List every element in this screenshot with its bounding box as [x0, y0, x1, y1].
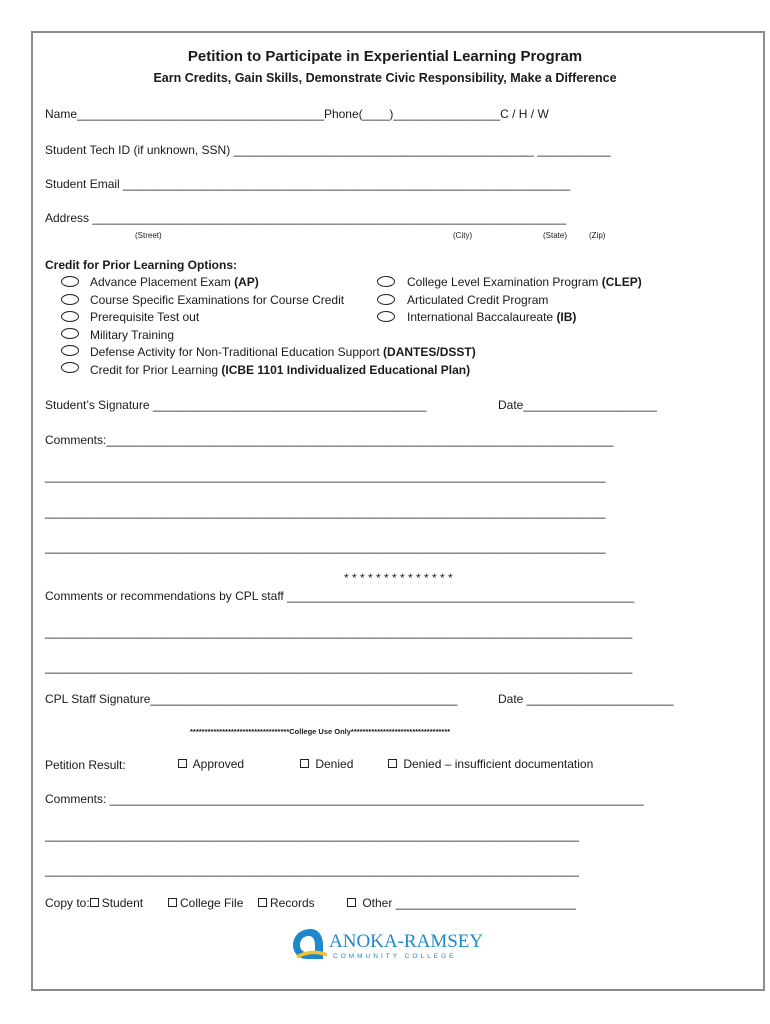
- address-state-caption: (State): [543, 231, 568, 240]
- staff-comments-line[interactable]: ________________________________________________________________________________________: [45, 625, 633, 639]
- tech-id-field[interactable]: Student Tech ID (if unknown, SSN) _____________________________________________ ___________: [45, 143, 611, 157]
- checkbox-icon[interactable]: [347, 898, 356, 907]
- copy-to-row: [45, 896, 143, 910]
- staff-date-field[interactable]: Date ______________________: [498, 692, 674, 706]
- result-denied-insufficient-option[interactable]: Denied – insufficient documentation: [388, 757, 593, 771]
- copy-college-file-option[interactable]: College File: [168, 896, 243, 910]
- option-label-icbe: Credit for Prior Learning (ICBE 1101 Individualized Educational Plan): [90, 363, 471, 377]
- comments-field[interactable]: Comments:____________________________________________________________________________: [45, 433, 614, 447]
- staff-comments-field[interactable]: Comments or recommendations by CPL staff ____________________________________________________: [45, 589, 635, 603]
- section-separator-stars: * * * * * * * * * * * * * *: [344, 571, 453, 585]
- result-denied-option[interactable]: Denied: [300, 757, 353, 771]
- checkbox-icon[interactable]: [90, 898, 99, 907]
- copy-student-label: Student: [101, 896, 144, 910]
- option-label-dantes: Defense Activity for Non-Traditional Education Support (DANTES/DSST): [90, 345, 476, 359]
- copy-records-option[interactable]: Records: [258, 896, 315, 910]
- option-radio-clep[interactable]: [377, 276, 395, 287]
- options-heading: Credit for Prior Learning Options:: [45, 258, 238, 272]
- petition-result-label: Petition Result:: [45, 758, 126, 772]
- option-label-course-exam: Course Specific Examinations for Course Credit: [90, 293, 345, 307]
- address-city-caption: (City): [453, 231, 473, 240]
- option-radio-ib[interactable]: [377, 311, 395, 322]
- college-logo: [293, 925, 483, 968]
- college-logo-mark: [293, 925, 483, 965]
- option-label-ap: Advance Placement Exam (AP): [90, 275, 259, 289]
- option-radio-military[interactable]: [61, 328, 79, 339]
- address-street-caption: (Street): [135, 231, 162, 240]
- staff-comments-line[interactable]: ________________________________________________________________________________________: [45, 660, 633, 674]
- address-field[interactable]: Address _______________________________________________________________________: [45, 211, 567, 225]
- comments-line[interactable]: ____________________________________________________________________________________: [45, 540, 606, 554]
- option-radio-icbe[interactable]: [61, 362, 79, 373]
- checkbox-icon[interactable]: [388, 759, 397, 768]
- option-label-prereq: Prerequisite Test out: [90, 310, 200, 324]
- checkbox-icon[interactable]: [300, 759, 309, 768]
- student-signature-field[interactable]: Student’s Signature _________________________________________: [45, 398, 427, 412]
- college-comments-line[interactable]: ________________________________________________________________________________: [45, 863, 579, 877]
- option-label-military: Military Training: [90, 328, 175, 342]
- name-phone-field[interactable]: Name_____________________________________Phone(____)________________C / H / W: [45, 107, 549, 121]
- checkbox-icon[interactable]: [178, 759, 187, 768]
- copy-other-option[interactable]: Other ___________________________: [347, 896, 576, 910]
- option-radio-dantes[interactable]: [61, 345, 79, 356]
- college-comments-field[interactable]: Comments: ________________________________________________________________________________: [45, 792, 644, 806]
- checkbox-icon[interactable]: [258, 898, 267, 907]
- staff-signature-field[interactable]: CPL Staff Signature______________________________________________: [45, 692, 458, 706]
- address-zip-caption: (Zip): [589, 231, 606, 240]
- checkbox-icon[interactable]: [168, 898, 177, 907]
- option-radio-prereq[interactable]: [61, 311, 79, 322]
- form-title: Petition to Participate in Experiential Learning Program: [187, 48, 583, 65]
- option-label-ib: International Baccalaureate (IB): [407, 310, 577, 324]
- college-comments-line[interactable]: ________________________________________________________________________________: [45, 828, 579, 842]
- option-label-clep: College Level Examination Program (CLEP): [407, 275, 642, 289]
- college-use-banner: **********************************College Use Only**********************************: [190, 727, 451, 736]
- option-radio-ap[interactable]: [61, 276, 79, 287]
- form-subtitle: Earn Credits, Gain Skills, Demonstrate Civic Responsibility, Make a Difference: [153, 71, 617, 85]
- student-date-field[interactable]: Date____________________: [498, 398, 657, 412]
- copy-to-label: Copy to:: [45, 896, 90, 910]
- comments-line[interactable]: ____________________________________________________________________________________: [45, 505, 606, 519]
- option-label-articulated: Articulated Credit Program: [407, 293, 549, 307]
- option-radio-articulated[interactable]: [377, 294, 395, 305]
- logo-name: ANOKA-RAMSEY: [329, 931, 483, 952]
- result-approved-option[interactable]: Approved: [178, 757, 244, 771]
- logo-tagline: COMMUNITY COLLEGE: [333, 953, 457, 960]
- email-field[interactable]: Student Email ___________________________________________________________________: [45, 177, 571, 191]
- comments-line[interactable]: ____________________________________________________________________________________: [45, 469, 606, 483]
- option-radio-course-exam[interactable]: [61, 294, 79, 305]
